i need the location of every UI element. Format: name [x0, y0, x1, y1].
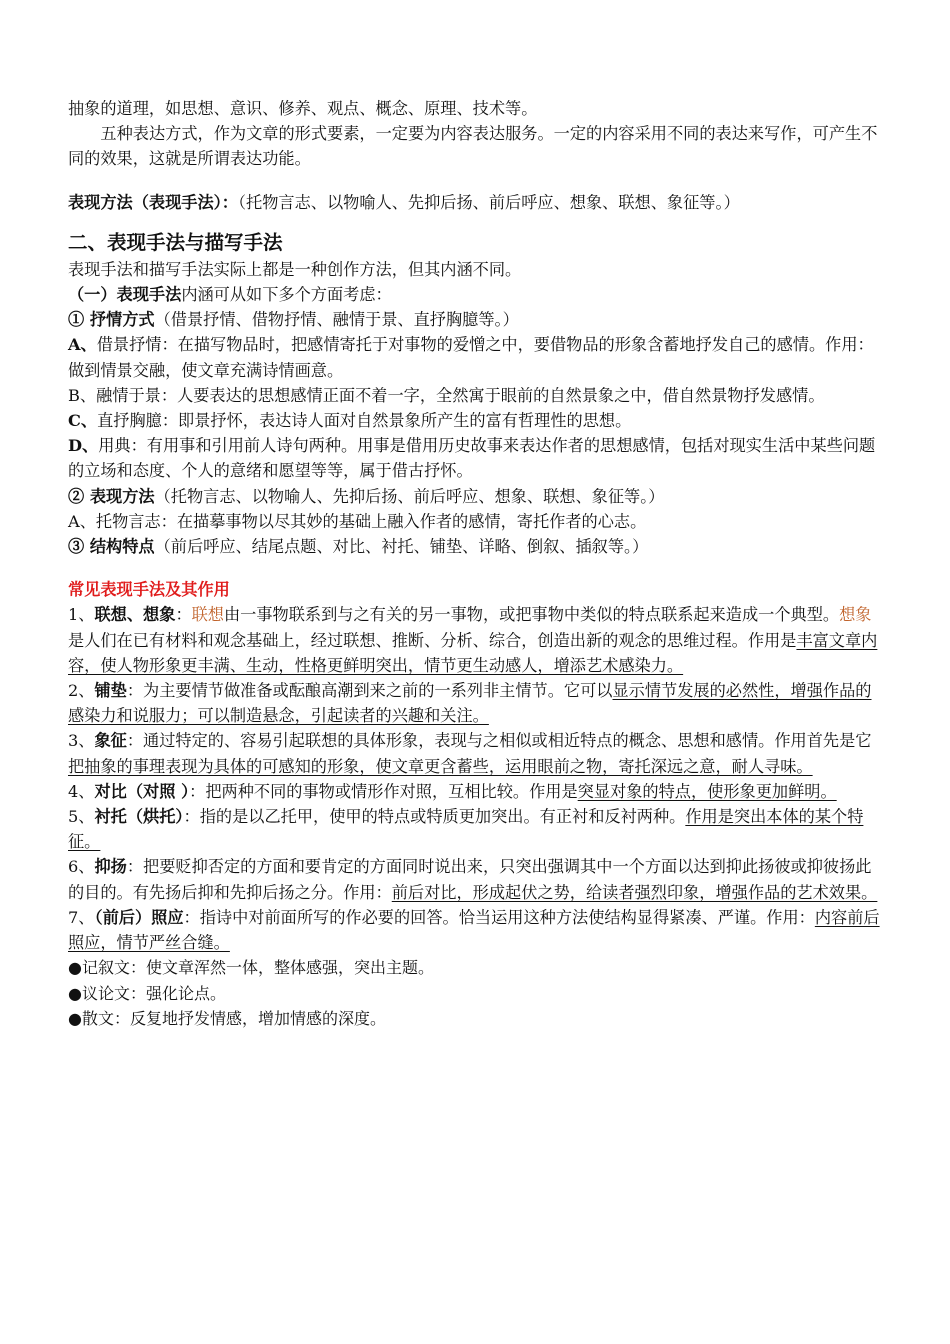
methods-text: （托物言志、以物喻人、先抑后扬、前后呼应、想象、联想、象征等。）: [237, 192, 740, 212]
point-a: [68, 332, 886, 382]
section-intro: 表现手法和描写手法实际上都是一种创作方法，但其内涵不同。: [68, 259, 522, 279]
entry-effect: 显示情节发展的必然性，增强作品的感染力和说服力；可以制造悬念，引起读者的兴趣和关注。: [68, 681, 872, 726]
entry-echo: [68, 905, 886, 955]
bullet-item: ●议论文：强化论点。: [68, 983, 226, 1003]
entry-text: ：指的是以乙托甲，使甲的特点或特质更加突出。有正衬和反衬两种。: [183, 807, 686, 827]
entry-text: ：指诗中对前面所写的作必要的回答。恰当运用这种方法使结构显得紧凑、严谨。作用：: [183, 907, 815, 927]
point-text: 借景抒情：在描写物品时，把感情寄托于对事物的爱憎之中，要借物品的形象含蓄地抒发自己的感情。作用：做到情景交融，使文章充满诗情画意。: [68, 335, 874, 380]
point-label: C、: [68, 411, 98, 431]
entry-suppress-raise: [68, 854, 886, 904]
subsection-text: 内涵可从如下多个方面考虑：: [181, 285, 392, 305]
entry-number: 1、: [68, 605, 95, 625]
item-label: ① 抒情方式: [68, 310, 155, 330]
entry-label: 联想、想象: [94, 605, 176, 625]
methods-line: [68, 190, 886, 215]
item-text: （托物言志、以物喻人、先抑后扬、前后呼应、想象、联想、象征等。）: [154, 486, 665, 506]
entry-effect: 把抽象的事理表现为具体的可感知的形象，使文章更含蓄些，运用眼前之物，寄托深远之意，耐人寻味。: [68, 756, 813, 776]
entry-colon: ：: [175, 605, 192, 625]
item-expression-method: [68, 484, 886, 509]
entry-number: 4、: [68, 781, 95, 801]
point-a2: A、托物言志：在描摹事物以尽其妙的基础上融入作者的感情，寄托作者的心志。: [68, 511, 647, 531]
entry-text: 由一事物联系到与之有关的另一事物，或把事物中类似的特点联系起来造成一个典型。: [224, 605, 840, 625]
point-b: B、融情于景：人要表达的思想感情正面不着一字，全然寓于眼前的自然景象之中，借自然景物抒发感情。: [68, 385, 825, 405]
bullet-item: ●散文：反复地抒发情感，增加情感的深度。: [68, 1008, 386, 1028]
entry-text: 是人们在已有材料和观念基础上，经过联想、推断、分析、综合，创造出新的观念的思维过程。作用是: [68, 630, 797, 650]
item-label: ③ 结构特点: [68, 537, 155, 557]
entry-effect: 作用是突出本体的某个特征。: [68, 807, 864, 852]
common-heading: 常见表现手法及其作用: [68, 580, 230, 600]
entry-label: 对比（对照 ）: [94, 781, 190, 801]
item-text: （借景抒情、借物抒情、融情于景、直抒胸臆等。）: [154, 310, 519, 330]
spacer: [68, 215, 886, 229]
section-heading: 二、表现手法与描写手法: [68, 230, 283, 254]
item-text: （前后呼应、结尾点题、对比、衬托、铺垫、详略、倒叙、插叙等。）: [154, 537, 649, 557]
keyword-imagination: 想象: [839, 605, 872, 625]
entry-number: 2、: [68, 681, 95, 701]
item-label: ② 表现方法: [68, 486, 155, 506]
item-lyric-mode: [68, 307, 886, 332]
entry-association: [68, 602, 886, 678]
entry-effect: 丰富文章内容，使人物形象更丰满、生动，性格更鲜明突出，情节更生动感人，增添艺术感染力。: [68, 630, 878, 675]
entry-number: 6、: [68, 857, 95, 877]
keyword-association: 联想: [191, 605, 224, 625]
entry-number: 7、: [68, 907, 95, 927]
entry-label: （前后）照应: [94, 907, 184, 927]
entry-symbolism: [68, 728, 886, 778]
entry-label: 象征: [94, 731, 127, 751]
entry-number: 3、: [68, 731, 95, 751]
point-text: 直抒胸臆：即景抒怀，表达诗人面对自然景象所产生的富有哲理性的思想。: [97, 411, 632, 431]
spacer: [68, 559, 886, 577]
entry-foreshadow: [68, 678, 886, 728]
methods-label: 表现方法（表现手法）：: [68, 192, 238, 212]
bullet-item: ●记叙文：使文章浑然一体，整体感强，突出主题。: [68, 958, 434, 978]
entry-foil: [68, 804, 886, 854]
item-structure: [68, 534, 886, 559]
subsection-label: （一）表现手法: [68, 285, 182, 305]
subsection-line: [68, 282, 886, 307]
spacer: [68, 172, 886, 190]
entry-text: ：为主要情节做准备或酝酿高潮到来之前的一系列非主情节。它可以: [126, 681, 613, 701]
intro-line: 抽象的道理，如思想、意识、修养、观点、概念、原理、技术等。: [68, 99, 538, 118]
entry-text: ：把要贬抑否定的方面和要肯定的方面同时说出来，只突出强调其中一个方面以达到抑此扬彼或抑彼扬此的目的。有先扬后抑和先抑后扬之分。作用：: [68, 857, 872, 902]
point-c: [68, 408, 886, 433]
entry-contrast: [68, 779, 886, 804]
point-label: D、: [68, 436, 99, 456]
point-label: A、: [68, 335, 97, 355]
entry-effect: 突显对象的特点，使形象更加鲜明。: [577, 781, 837, 801]
entry-effect: 内容前后照应，情节严丝合缝。: [68, 907, 880, 953]
point-text: 用典：有用事和引用前人诗句两种。用事是借用历史故事来表达作者的思想感情，包括对现实生活中某些问题的立场和态度、个人的意绪和愿望等等，属于借古抒怀。: [68, 436, 876, 481]
entry-number: 5、: [68, 807, 95, 827]
point-d: [68, 433, 886, 483]
entry-text: ：通过特定的、容易引起联想的具体形象，表现与之相似或相近特点的概念、思想和感情。作用首先是它: [126, 731, 872, 751]
entry-effect: 前后对比，形成起伏之势，给读者强烈印象，增强作品的艺术效果。: [391, 882, 878, 902]
entry-label: 抑扬: [94, 857, 127, 877]
entry-text: ：把两种不同的事物或情形作对照，互相比较。作用是: [189, 781, 578, 801]
document-page: [68, 96, 886, 1031]
entry-label: 衬托（烘托）: [94, 807, 184, 827]
intro-paragraph: 五种表达方式，作为文章的形式要素，一定要为内容表达服务。一定的内容采用不同的表达来写作，可产生不同的效果，这就是所谓表达功能。: [68, 124, 878, 169]
entry-label: 铺垫: [94, 681, 127, 701]
